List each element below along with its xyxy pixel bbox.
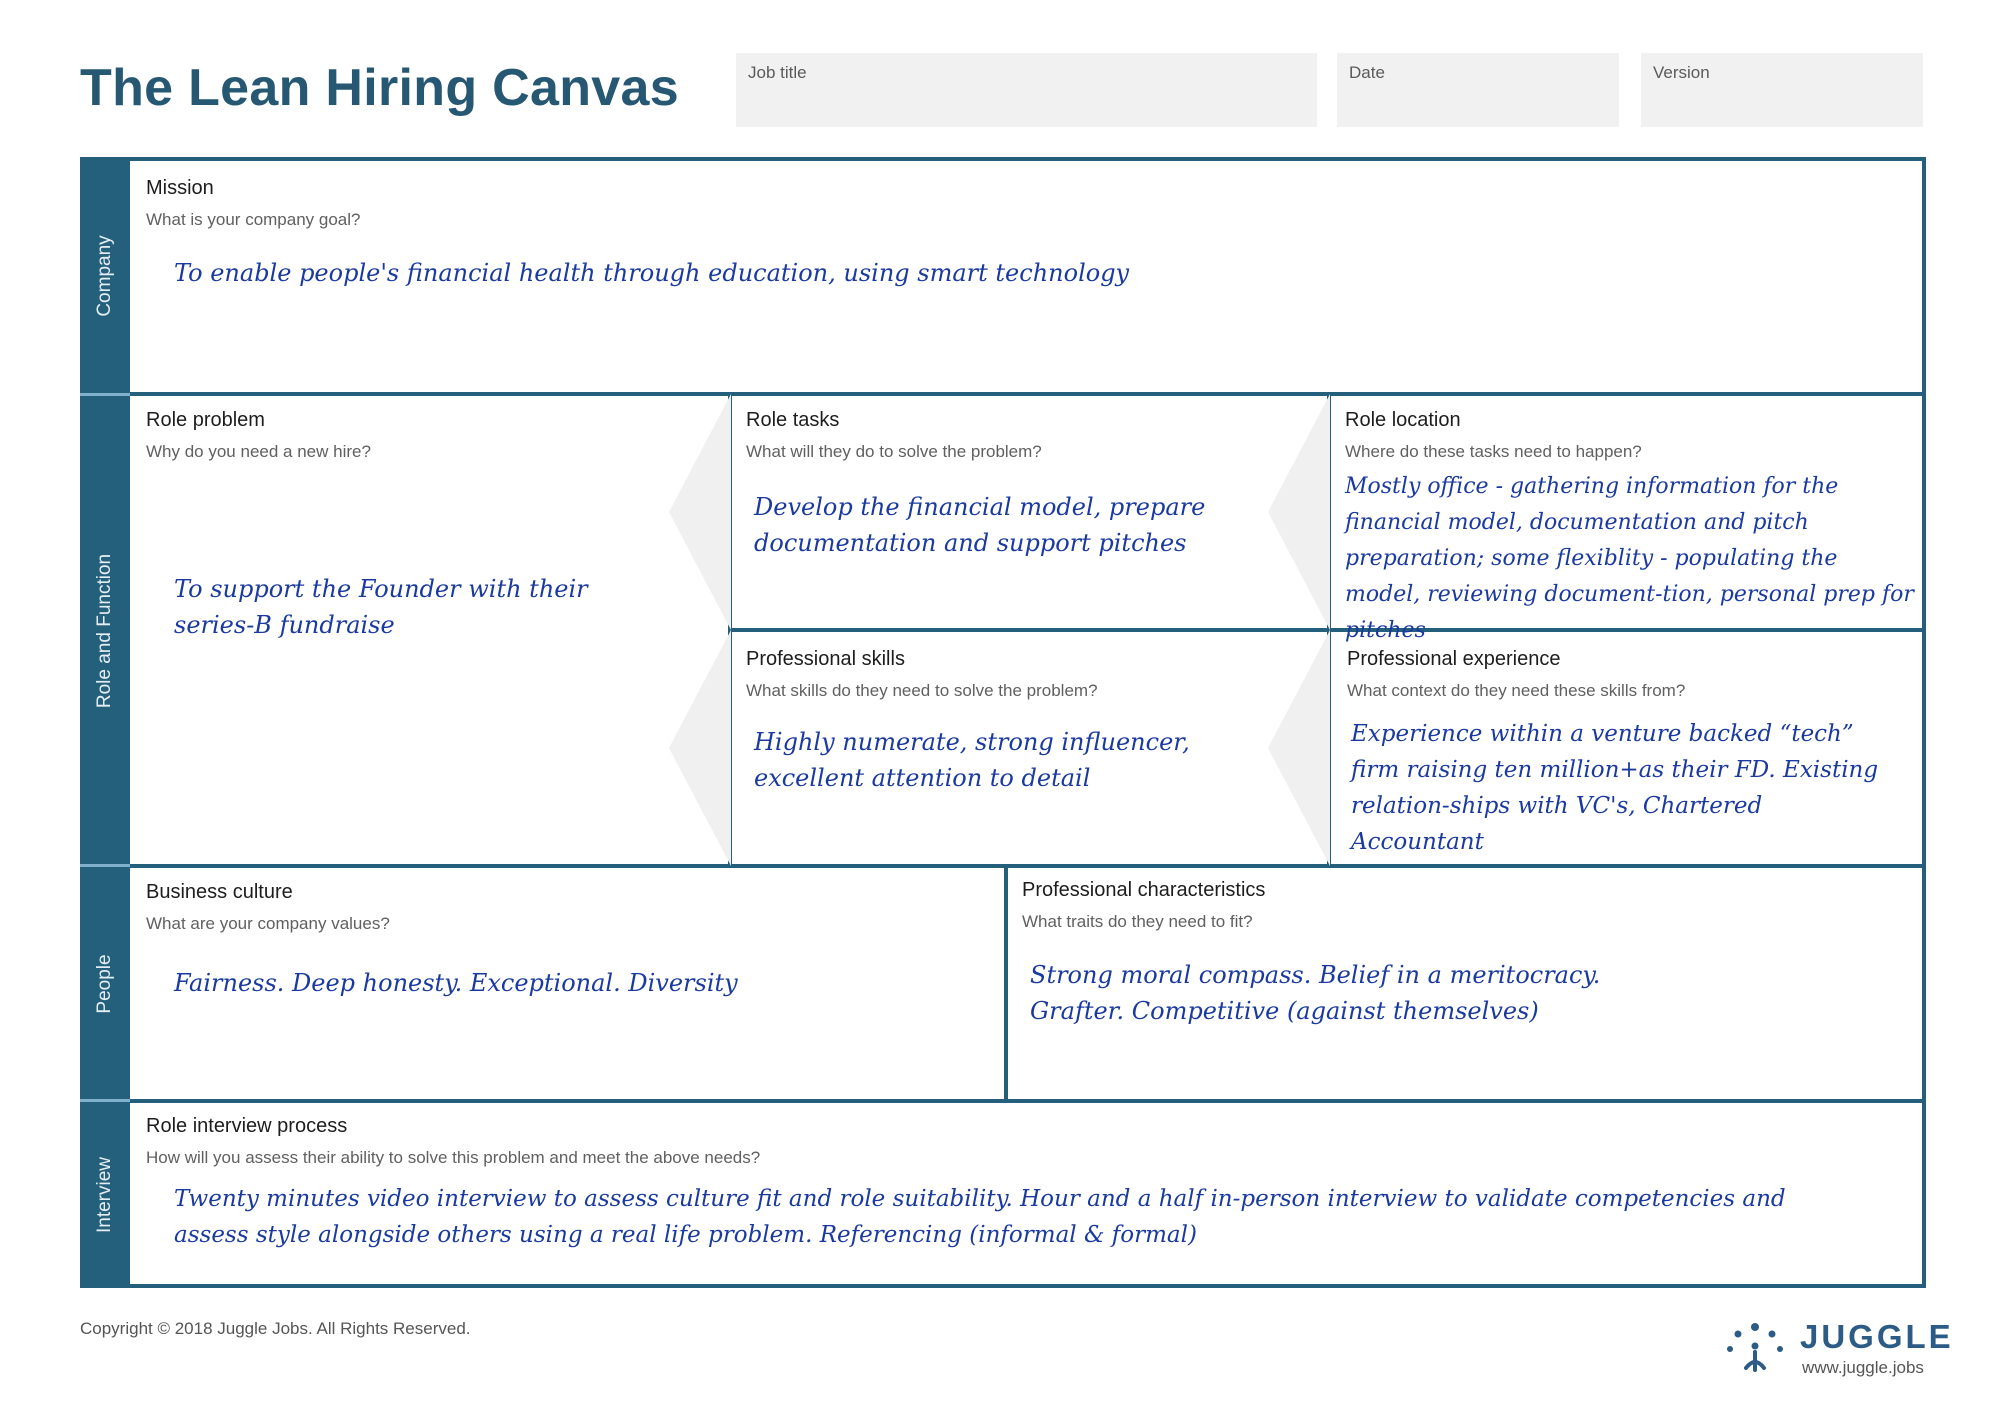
- role-problem-question: Why do you need a new hire?: [146, 442, 371, 461]
- brand-url: www.juggle.jobs: [1802, 1358, 1924, 1377]
- date-input[interactable]: [1349, 91, 1607, 112]
- role-interview-process-section[interactable]: [132, 1115, 1922, 1285]
- copyright-text: Copyright © 2018 Juggle Jobs. All Rights Reserved.: [80, 1319, 471, 1338]
- grid-line: [130, 864, 1926, 868]
- professional-skills-question: What skills do they need to solve the problem?: [746, 681, 1098, 700]
- professional-characteristics-title: Professional characteristics: [1022, 879, 1266, 901]
- date-label: Date: [1349, 63, 1385, 82]
- band-interview: [80, 1102, 130, 1288]
- professional-characteristics-section[interactable]: [1008, 879, 1924, 1099]
- role-location-title: Role location: [1345, 409, 1461, 431]
- professional-skills-title: Professional skills: [746, 648, 905, 670]
- professional-characteristics-answer: Strong moral compass. Belief in a meritocracy. Grafter. Competitive (against themselves): [1030, 961, 1601, 1025]
- job-title-field[interactable]: [736, 53, 1317, 127]
- band-company-label: Company: [94, 234, 115, 317]
- professional-skills-answer: Highly numerate, strong influencer, excellent attention to detail: [754, 728, 1190, 792]
- role-problem-answer: To support the Founder with their series-B fundraise: [174, 575, 588, 639]
- grid-line: [130, 1099, 1926, 1103]
- brand-name: JUGGLE: [1800, 1318, 1954, 1355]
- version-input[interactable]: [1653, 91, 1911, 112]
- role-interview-process-question: How will you assess their ability to solve this problem and meet the above needs?: [146, 1148, 761, 1167]
- business-culture-section[interactable]: [132, 881, 1004, 1099]
- role-tasks-question: What will they do to solve the problem?: [746, 442, 1042, 461]
- band-interview-label: Interview: [94, 1156, 115, 1234]
- role-problem-section[interactable]: [132, 409, 728, 864]
- mission-question: What is your company goal?: [146, 210, 361, 229]
- role-tasks-section[interactable]: [732, 409, 1327, 628]
- version-field[interactable]: [1641, 53, 1923, 127]
- business-culture-question: What are your company values?: [146, 914, 390, 933]
- mission-answer: To enable people's financial health through education, using smart technology: [174, 259, 1130, 287]
- professional-skills-section[interactable]: [732, 648, 1327, 864]
- job-title-label: Job title: [748, 63, 807, 82]
- role-tasks-title: Role tasks: [746, 409, 840, 431]
- page-title: The Lean Hiring Canvas: [80, 59, 679, 117]
- business-culture-answer: Fairness. Deep honesty. Exceptional. Diversity: [174, 969, 738, 997]
- band-role: [80, 396, 130, 866]
- job-title-input[interactable]: [748, 91, 1305, 112]
- role-problem-title: Role problem: [146, 409, 265, 431]
- version-label: Version: [1653, 63, 1710, 82]
- role-location-section[interactable]: [1331, 409, 1924, 643]
- role-tasks-answer: Develop the financial model, prepare documentation and support pitches: [754, 493, 1206, 557]
- band-company: [80, 157, 130, 394]
- band-people: [80, 867, 130, 1100]
- role-interview-process-answer: Twenty minutes video interview to assess culture fit and role suitability. Hour and a half in-person interview to validate competencies and assess style alongside others using a real life problem. Referencing (informal & formal): [174, 1186, 1786, 1248]
- juggle-logo[interactable]: [1722, 1318, 1954, 1380]
- professional-characteristics-question: What traits do they need to fit?: [1022, 912, 1253, 931]
- band-people-label: People: [94, 953, 115, 1014]
- role-location-answer: Mostly office - gathering information for the financial model, documentation and pitch preparation; some flexiblity - populating the model, reviewing document-tion, personal prep for pitches: [1345, 474, 1914, 643]
- role-location-question: Where do these tasks need to happen?: [1345, 442, 1642, 461]
- role-interview-process-title: Role interview process: [146, 1115, 348, 1137]
- professional-experience-answer: Experience within a venture backed “tech” firm raising ten million+as their FD. Existing relation-ships with VC's, Chartered Accountant: [1351, 721, 1879, 855]
- mission-title: Mission: [146, 177, 214, 199]
- professional-experience-question: What context do they need these skills from?: [1347, 681, 1686, 700]
- mission-section[interactable]: [132, 177, 1922, 391]
- band-role-label: Role and Function: [94, 553, 115, 709]
- business-culture-title: Business culture: [146, 881, 293, 903]
- grid-line: [130, 392, 1926, 396]
- date-field[interactable]: [1337, 53, 1619, 127]
- professional-experience-section[interactable]: [1333, 648, 1924, 864]
- professional-experience-title: Professional experience: [1347, 648, 1561, 670]
- juggle-logo-icon: [1722, 1322, 1788, 1378]
